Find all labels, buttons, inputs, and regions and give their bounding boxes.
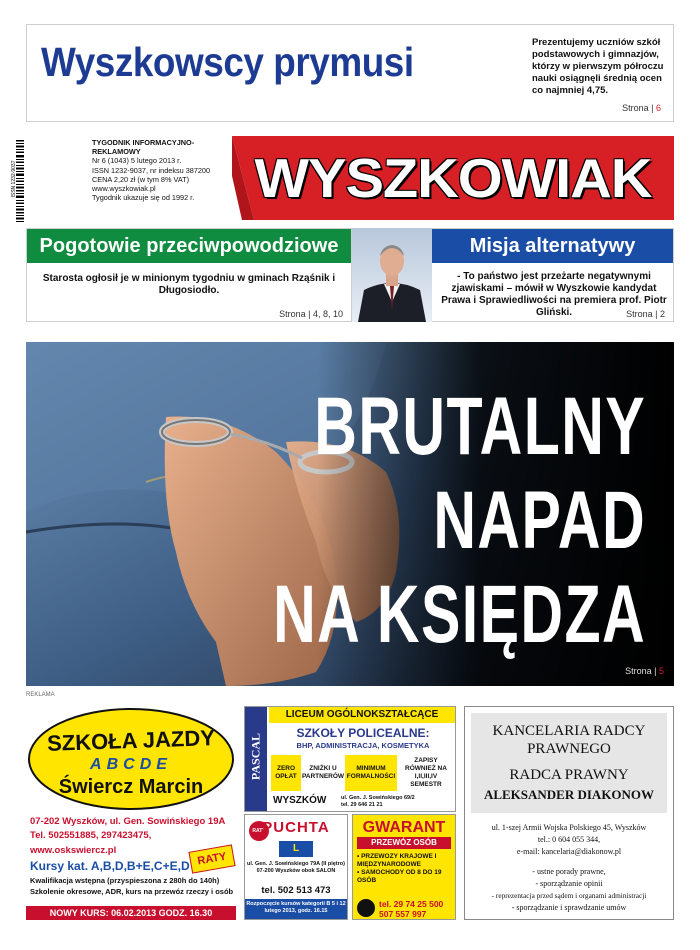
top-teaser-page-ref — [622, 103, 661, 113]
ad-school-qualification: Kwalifikacja wstępna (przyspieszona z 280h do 140h) — [30, 876, 220, 885]
news-mission-page-ref: Strona | 2 — [626, 309, 665, 319]
masthead-website[interactable]: www.wyszkowiak.pl — [92, 184, 156, 194]
ad-school-website[interactable]: www.oskswiercz.pl — [30, 845, 117, 856]
gwarant-phone-1: tel. 29 74 25 500 — [379, 899, 444, 909]
ad-school-owner: Świercz Marcin — [58, 776, 204, 798]
ad-school-title: SZKOŁA JAZDY — [46, 725, 216, 756]
law-office-service-4: - sporządzanie i sprawdzanie umów — [511, 903, 627, 912]
barcode — [4, 138, 26, 224]
liceum-badge-formalities: MINIMUM FORMALNOŚCI — [345, 755, 397, 791]
liceum-schools: SZKOŁY POLICEALNE: — [296, 726, 430, 740]
page-number: 5 — [658, 666, 664, 676]
law-office-name: ALEKSANDER DIAKONOW — [483, 787, 655, 802]
puchta-installments-badge: RATY — [249, 821, 269, 841]
hero-headline-line2: NAPAD — [433, 475, 646, 566]
liceum-badge-enrollment: ZAPISY RÓWNIEŻ NA I,II,III,IV SEMESTR — [399, 755, 453, 791]
page-number: 6 — [655, 103, 661, 113]
top-teaser[interactable] — [26, 24, 674, 122]
masthead-banner[interactable] — [232, 136, 674, 220]
ad-puchta[interactable] — [244, 814, 348, 920]
ad-school-phone: Tel. 502551885, 297423475, — [30, 830, 152, 841]
liceum-address: ul. Gen. J. Sowińskiego 69/2 — [341, 795, 415, 801]
news-flood-text: Starosta ogłosił je w minionym tygodniu w gminach Rząśnik i Długosiodło. — [42, 273, 336, 296]
news-mission-text: - To państwo jest przeżarte negatywnymi zjawiskami – mówił w Wyszkowie kandydat Prawa i Sprawiedliwości na premiera prof. Piotr Gliński. — [441, 271, 667, 318]
law-office-email[interactable]: e-mail: kancelaria@diakonow.pl — [516, 847, 622, 856]
gwarant-name: GWARANT — [362, 819, 446, 836]
law-office-title-3: RADCA PRAWNY — [509, 767, 629, 783]
puchta-courses: Rozpoczęcie kursów kategorii B 5 i 12 lutego 2013, godz. 16.15 — [245, 899, 347, 919]
masthead-since: Tygodnik ukazuje się od 1992 r. — [92, 193, 195, 203]
page-label: Strona | — [625, 666, 657, 676]
gwarant-phone-2: 507 557 997 — [379, 909, 427, 919]
law-office-phone: tel.: 0 604 055 344, — [537, 835, 601, 844]
barcode-text: ISSN 1232-9037 — [11, 160, 17, 198]
ad-school-new-course: NOWY KURS: 06.02.2013 GODZ. 16.30 — [26, 906, 236, 920]
puchta-name: PUCHTA — [262, 819, 330, 836]
pascal-brand: PASCAL — [248, 732, 263, 781]
law-office-title-1: KANCELARIA RADCY — [492, 723, 646, 739]
masthead-subtitle: TYGODNIK INFORMACYJNO-REKLAMOWY — [92, 138, 195, 157]
liceum-city: WYSZKÓW — [273, 795, 327, 806]
ad-school-address: 07-202 Wyszków, ul. Gen. Sowińskiego 19A — [30, 816, 226, 827]
news-alternative-mission[interactable] — [432, 228, 674, 322]
hero-headline[interactable] — [273, 380, 646, 662]
law-office-service-2: - sporządzanie opinii — [535, 879, 603, 888]
hero-page-ref — [625, 666, 664, 676]
ad-driving-school-info[interactable] — [26, 814, 236, 920]
top-teaser-headline[interactable]: Wyszkowscy prymusi — [41, 39, 414, 85]
hero-headline-line1: BRUTALNY — [314, 381, 646, 472]
masthead-title[interactable]: WYSZKOWIAK — [254, 147, 652, 209]
masthead-info — [92, 138, 232, 202]
law-office-service-1: - ustne porady prawne, — [532, 867, 606, 876]
page-label: Strona | — [622, 103, 654, 113]
masthead-issue: Nr 6 (1043) 5 lutego 2013 r. — [92, 156, 182, 166]
politician-photo — [352, 228, 432, 322]
law-office-service-3: - reprezentacja przed sądem i organami administracji — [491, 891, 647, 900]
bus-icon — [357, 899, 375, 917]
liceum-contact — [341, 795, 453, 809]
hero-story[interactable] — [26, 342, 674, 686]
law-office-header — [471, 713, 667, 813]
ad-driving-school[interactable] — [26, 706, 236, 812]
puchta-phone: tel. 502 513 473 — [261, 885, 331, 896]
liceum-badge-zero: ZERO OPŁAT — [271, 755, 301, 791]
ad-school-training: Szkolenie okresowe, ADR, kurs na przewóz rzeczy i osób — [30, 887, 234, 896]
gwarant-service-2: • SAMOCHODY OD 8 DO 19 OSÓB — [357, 869, 442, 884]
pascal-logo — [245, 707, 267, 811]
masthead-issn: ISSN 1232-9037, nr indeksu 387200 — [92, 165, 211, 175]
ad-liceum-pascal[interactable] — [244, 706, 456, 812]
liceum-badge-discounts: ZNIŻKI U PARTNERÓW — [303, 755, 343, 791]
gwarant-service-1: • PRZEWOZY KRAJOWE I MIĘDZYNARODOWE — [357, 853, 437, 868]
hero-headline-line3: NA KSIĘDZA — [272, 569, 646, 660]
ad-gwarant[interactable] — [352, 814, 456, 920]
news-flood-alert[interactable] — [26, 228, 352, 322]
liceum-fields: BHP, ADMINISTRACJA, KOSMETYKA — [296, 741, 430, 750]
liceum-phone: tel. 29 646 21 21 — [341, 802, 383, 808]
ad-school-categories: ABCDE — [90, 756, 172, 773]
law-office-title-2: PRAWNEGO — [527, 741, 611, 757]
masthead-price: CENA 2,20 zł (w tym 8% VAT) — [92, 174, 190, 184]
news-flood-title[interactable]: Pogotowie przeciwpowodziowe — [27, 229, 351, 263]
news-flood-page-ref: Strona | 4, 8, 10 — [279, 309, 343, 319]
gwarant-subtitle: PRZEWÓZ OSÓB — [357, 837, 451, 849]
puchta-address: ul. Gen. J. Sowińskiego 79A (II piętro) 07-200 Wyszków obok SALON — [247, 861, 345, 874]
news-mission-title[interactable]: Misja alternatywy — [432, 229, 673, 263]
ad-school-courses: Kursy kat. A,B,D,B+E,C+E,D — [30, 859, 190, 873]
ad-school-installments-badge: RATY — [188, 844, 235, 873]
learner-l-badge: L — [279, 841, 313, 857]
ads-label: REKLAMA — [26, 692, 55, 698]
liceum-header: LICEUM OGÓLNOKSZTAŁCĄCE — [269, 707, 455, 723]
gwarant-services — [357, 853, 453, 885]
top-teaser-blurb: Prezentujemy uczniów szkół podstawowych i gimnazjów, którzy w pierwszym półroczu nauki osiągnęli średnią ocen co najmniej 4,75. — [532, 37, 664, 96]
law-office-address: ul. 1-szej Armii Wojska Polskiego 45, Wyszków — [491, 823, 647, 832]
ad-law-office[interactable] — [464, 706, 674, 920]
